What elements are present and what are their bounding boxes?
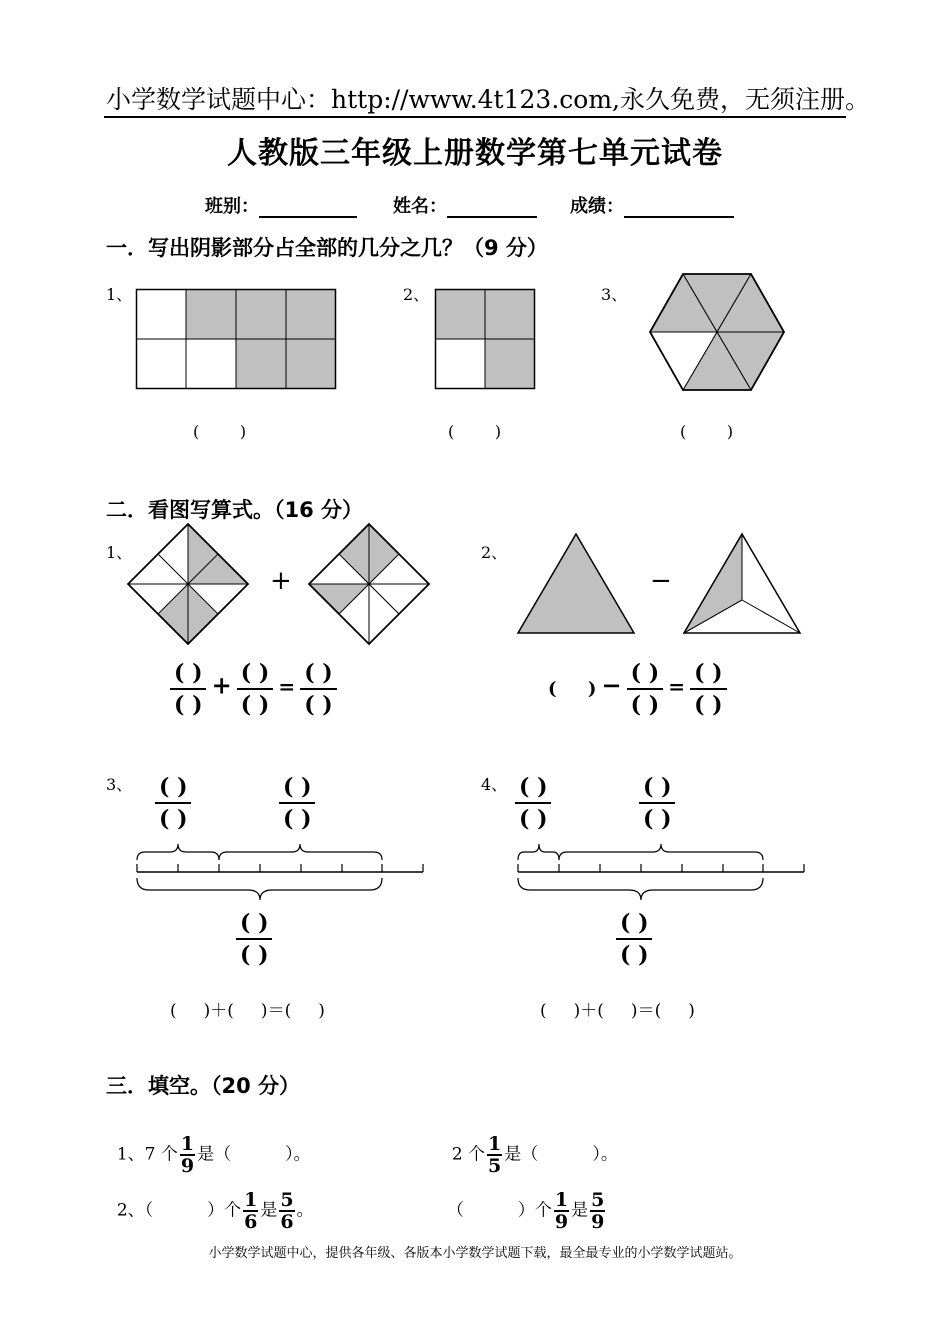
name-blank: [447, 198, 537, 218]
fraction: $\frac{5}{9}$: [591, 1189, 605, 1233]
s2-q4-number-line: [511, 840, 811, 900]
score-label: 成绩：: [570, 196, 624, 217]
s1-q2-num: 2、: [403, 285, 430, 304]
s2-q2-triangle-part: [683, 533, 801, 634]
s2-q3-frac-right[interactable]: $\frac{( )}{( )}$: [279, 774, 315, 832]
s1-q3-num: 3、: [601, 285, 628, 304]
page-title: 人教版三年级上册数学第七单元试卷: [227, 136, 723, 171]
class-field: [205, 192, 357, 218]
section2-heading: 二．看图写算式。（16 分）: [106, 498, 364, 522]
fraction: $\frac{1}{9}$: [554, 1189, 569, 1233]
section3-heading: 三．填空。（20 分）: [106, 1074, 301, 1098]
fraction[interactable]: $\frac{( )}{( )}$: [300, 660, 336, 718]
fraction: $\frac{5}{6}$: [280, 1189, 294, 1233]
score-blank: [624, 198, 734, 218]
s3-row2-item-a[interactable]: 2、（ ）个 $\frac{1}{6}$ 是 $\frac{5}{6}$ 。: [116, 1189, 314, 1233]
s3-row1-item-b[interactable]: 2 个 $\frac{1}{5}$ 是（ ）。: [451, 1133, 618, 1177]
s1-rect-grid: [136, 289, 337, 389]
s2-q4-num: 4、: [481, 775, 508, 794]
s2-q3-equation[interactable]: ( )＋( )＝( ): [170, 1001, 325, 1021]
s2-q3-number-line: [130, 840, 430, 900]
s3-row1-item-a[interactable]: 1、7 个 $\frac{1}{9}$ 是（ ）。: [116, 1133, 311, 1177]
plus-sign: +: [211, 670, 232, 700]
fraction: $\frac{1}{9}$: [180, 1133, 195, 1177]
page-footer: 小学数学试题中心，提供各年级、各版本小学数学试题下载，最全最专业的小学数学试题站。: [208, 1246, 742, 1261]
s2-q4-equation[interactable]: ( )＋( )＝( ): [540, 1001, 695, 1021]
s1-q1-num: 1、: [106, 285, 133, 304]
s2-q4-frac-right[interactable]: $\frac{( )}{( )}$: [639, 774, 675, 832]
class-label: 班别：: [205, 196, 259, 217]
site-header: 小学数学试题中心：http://www.4t123.com,永久免费，无须注册。: [106, 85, 870, 114]
equals-sign: =: [278, 674, 296, 699]
section1-heading: 一．写出阴影部分占全部的几分之几？（9 分）: [106, 236, 548, 260]
equals-sign: =: [668, 674, 686, 699]
s2-q3-frac-left[interactable]: $\frac{( )}{( )}$: [155, 774, 191, 832]
s2-q1-num: 1、: [106, 543, 133, 562]
score-field: [570, 192, 734, 218]
s1-q3-answer[interactable]: ( ): [680, 422, 734, 441]
s1-hexagon: [649, 273, 785, 391]
minus-sign: −: [601, 670, 622, 700]
s2-q1-diamond-b: [309, 524, 429, 644]
name-field: [393, 192, 537, 218]
s2-q3-num: 3、: [106, 775, 133, 794]
fraction[interactable]: $\frac{( )}{( )}$: [690, 660, 726, 718]
s2-q2-num: 2、: [481, 543, 508, 562]
s2-q2-triangle-full: [517, 533, 635, 634]
fraction[interactable]: $\frac{( )}{( )}$: [237, 660, 273, 718]
q2-lead-blank[interactable]: ( ): [548, 678, 597, 700]
s1-square-grid: [435, 289, 536, 389]
s2-q4-frac-total[interactable]: $\frac{( )}{( )}$: [616, 910, 652, 968]
fraction: $\frac{1}{6}$: [244, 1189, 258, 1233]
fraction: $\frac{1}{5}$: [488, 1133, 502, 1177]
header-divider: [104, 116, 846, 118]
s2-q1-equation: [170, 660, 337, 718]
s2-q1-diamond-a: [128, 524, 248, 644]
s2-q1-plus: +: [270, 566, 292, 596]
s1-q2-answer[interactable]: ( ): [448, 422, 502, 441]
class-blank: [259, 198, 357, 218]
name-label: 姓名：: [393, 196, 447, 217]
s2-q2-equation: [548, 660, 727, 718]
fraction[interactable]: $\frac{( )}{( )}$: [170, 660, 206, 718]
s3-row2-item-b[interactable]: （ ）个 $\frac{1}{9}$ 是 $\frac{5}{9}$: [446, 1189, 605, 1233]
s2-q3-frac-total[interactable]: $\frac{( )}{( )}$: [236, 910, 272, 968]
fraction[interactable]: $\frac{( )}{( )}$: [627, 660, 663, 718]
s2-q2-minus: −: [650, 566, 672, 596]
s1-q1-answer[interactable]: ( ): [193, 422, 247, 441]
s2-q4-frac-left[interactable]: $\frac{( )}{( )}$: [515, 774, 551, 832]
